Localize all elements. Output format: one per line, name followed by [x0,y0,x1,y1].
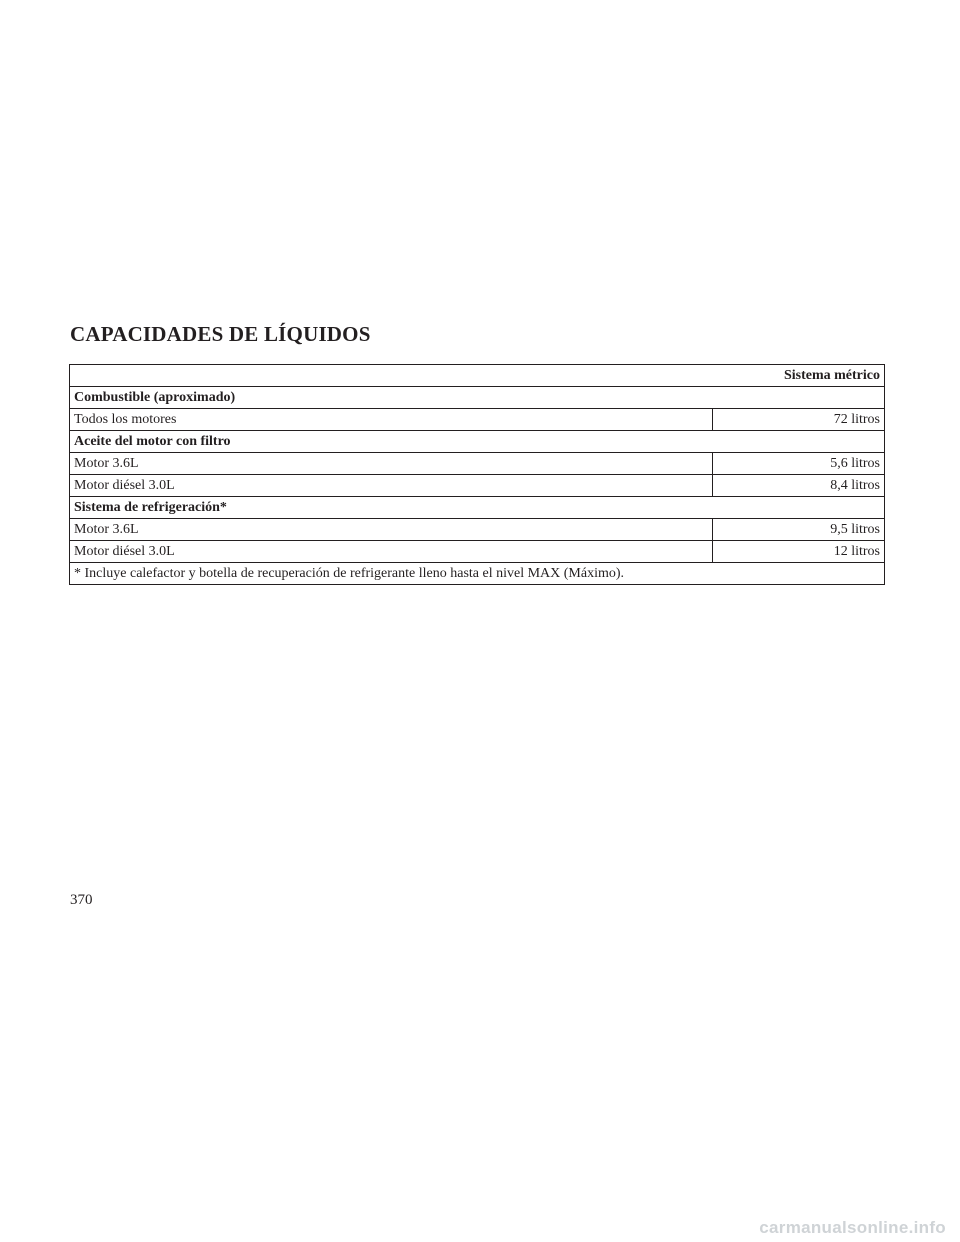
watermark: carmanualsonline.info [759,1218,946,1237]
row-item: Motor diésel 3.0L [70,475,713,497]
section-label: Sistema de refrigeración* [70,497,885,519]
row-value: 8,4 litros [713,475,885,497]
row-value: 12 litros [713,541,885,563]
section-row-cooling-system [70,497,885,519]
row-item: Todos los motores [70,409,713,431]
table-row [70,475,885,497]
page-title: CAPACIDADES DE LÍQUIDOS [70,322,371,346]
section-label: Aceite del motor con filtro [70,431,885,453]
section-row-engine-oil [70,431,885,453]
row-item: Motor diésel 3.0L [70,541,713,563]
page-number: 370 [70,892,93,908]
row-value: 9,5 litros [713,519,885,541]
row-value: 72 litros [713,409,885,431]
fluid-capacities-table [69,364,885,585]
row-item: Motor 3.6L [70,519,713,541]
table-header-row [70,365,885,387]
table-row [70,541,885,563]
section-label: Combustible (aproximado) [70,387,885,409]
table-row [70,409,885,431]
table-row [70,519,885,541]
footnote-row [70,563,885,585]
row-value: 5,6 litros [713,453,885,475]
footnote: * Incluye calefactor y botella de recuperación de refrigerante lleno hasta el nivel MAX (Máximo). [70,563,885,585]
row-item: Motor 3.6L [70,453,713,475]
section-row-fuel [70,387,885,409]
metric-system-header: Sistema métrico [70,365,885,387]
table-row [70,453,885,475]
